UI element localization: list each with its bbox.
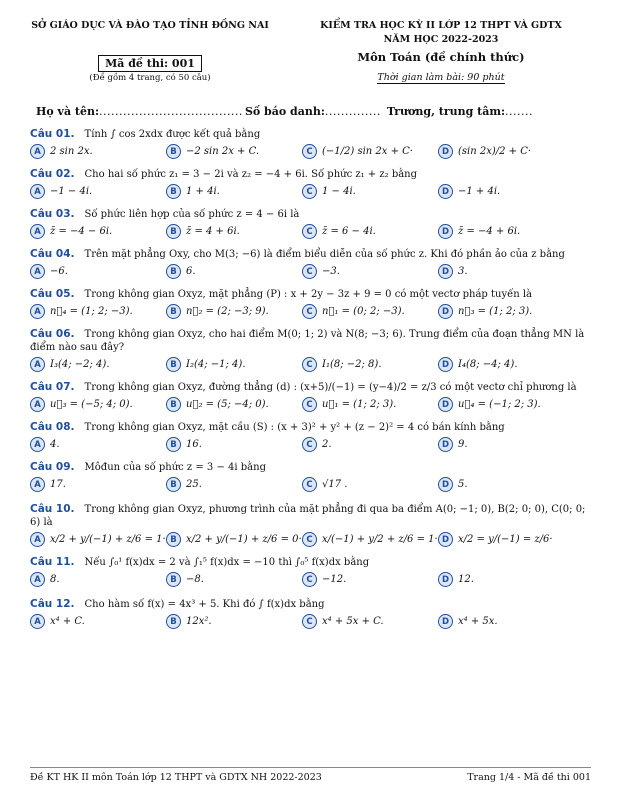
question-stem <box>30 208 591 221</box>
option-text: (sin 2x)/2 + C· <box>458 146 532 157</box>
option-letter-circle: C <box>302 397 317 412</box>
question-5 <box>30 288 591 319</box>
option-text: √17 . <box>322 479 348 490</box>
option-text: −12. <box>322 574 347 585</box>
question-text: Trên mặt phẳng Oxy, cho M(3; −6) là điểm biểu diễn của số phức z. Khi đó phần ảo của z bằng <box>84 249 565 260</box>
option-text: z̄ = −4 + 6i. <box>458 226 521 237</box>
question-stem <box>30 168 591 181</box>
answer-option-c[interactable] <box>302 224 438 239</box>
option-letter-circle: B <box>166 304 181 319</box>
answer-option-b[interactable] <box>166 184 302 199</box>
option-letter-circle: C <box>302 224 317 239</box>
option-text: n⃗₁ = (0; 2; −3). <box>322 306 405 317</box>
option-text: −1 + 4i. <box>458 186 501 197</box>
option-letter-circle: A <box>30 397 45 412</box>
answer-option-d[interactable] <box>438 304 574 319</box>
option-text: 1 + 4i. <box>186 186 220 197</box>
option-letter-circle: D <box>438 144 453 159</box>
answer-options <box>30 532 591 547</box>
question-2 <box>30 168 591 199</box>
answer-option-a[interactable] <box>30 144 166 159</box>
option-text: (−1/2) sin 2x + C· <box>322 146 413 157</box>
option-letter-circle: D <box>438 397 453 412</box>
option-letter-circle: D <box>438 184 453 199</box>
option-text: z̄ = 4 + 6i. <box>186 226 240 237</box>
page-header <box>30 18 591 83</box>
question-text: Số phức liên hợp của số phức z = 4 − 6i là <box>84 209 300 220</box>
option-letter-circle: D <box>438 357 453 372</box>
option-letter-circle: C <box>302 572 317 587</box>
option-text: 12x². <box>186 616 212 627</box>
question-text: Trong không gian Oxyz, cho hai điểm M(0; 1; 2) và N(8; −3; 6). Trung điểm của đoạn thẳng MN là điểm nào sau đây? <box>30 329 585 353</box>
answer-options <box>30 224 591 239</box>
option-letter-circle: A <box>30 614 45 629</box>
option-text: x⁴ + C. <box>50 616 85 627</box>
option-letter-circle: B <box>166 184 181 199</box>
time-limit <box>291 72 591 83</box>
question-stem <box>30 598 591 611</box>
answer-option-c[interactable] <box>302 477 438 492</box>
option-letter-circle: B <box>166 357 181 372</box>
answer-option-c[interactable] <box>302 397 438 412</box>
question-8 <box>30 421 591 452</box>
question-text: Tính ∫ cos 2xdx được kết quả bằng <box>84 129 261 140</box>
time-limit-text: Thời gian làm bài: 90 phút <box>377 72 505 83</box>
option-text: 3. <box>458 266 468 277</box>
answer-option-b[interactable] <box>166 144 302 159</box>
option-letter-circle: C <box>302 304 317 319</box>
answer-option-d[interactable] <box>438 357 574 372</box>
option-text: u⃗₄ = (−1; 2; 3). <box>458 399 541 410</box>
question-number: Câu 04. <box>30 248 75 260</box>
answer-options <box>30 572 591 587</box>
page-footer <box>30 767 591 783</box>
answer-option-b[interactable] <box>166 437 302 452</box>
option-letter-circle: D <box>438 304 453 319</box>
id-label: Số báo danh: <box>244 105 325 118</box>
option-letter-circle: C <box>302 614 317 629</box>
answer-option-c[interactable] <box>302 532 438 547</box>
option-text: −1 − 4i. <box>50 186 93 197</box>
answer-option-c[interactable] <box>302 437 438 452</box>
option-text: 17. <box>50 479 66 490</box>
answer-option-d[interactable] <box>438 477 574 492</box>
answer-option-a[interactable] <box>30 532 166 547</box>
option-letter-circle: B <box>166 224 181 239</box>
question-number: Câu 07. <box>30 381 75 393</box>
question-text: Cho hàm số f(x) = 4x³ + 5. Khi đó ∫ f(x)dx bằng <box>84 599 325 610</box>
question-number: Câu 05. <box>30 288 75 300</box>
header-right <box>291 18 591 83</box>
option-letter-circle: D <box>438 532 453 547</box>
option-text: u⃗₃ = (−5; 4; 0). <box>50 399 133 410</box>
answer-options <box>30 184 591 199</box>
option-letter-circle: A <box>30 477 45 492</box>
option-text: 1 − 4i. <box>322 186 356 197</box>
option-text: z̄ = −4 − 6i. <box>50 226 113 237</box>
option-letter-circle: A <box>30 532 45 547</box>
question-text: Trong không gian Oxyz, đường thẳng (d) : (x+5)/(−1) = (y−4)/2 = z/3 có một vectơ chỉ phương là <box>84 382 577 393</box>
name-blank[interactable]: .................................... <box>99 105 243 118</box>
question-number: Câu 09. <box>30 461 75 473</box>
option-letter-circle: D <box>438 264 453 279</box>
answer-option-a[interactable] <box>30 477 166 492</box>
option-letter-circle: A <box>30 572 45 587</box>
question-stem <box>30 248 591 261</box>
answer-option-c[interactable] <box>302 184 438 199</box>
answer-options <box>30 144 591 159</box>
question-number: Câu 02. <box>30 168 75 180</box>
subject-title: Môn Toán (đề chính thức) <box>357 50 525 64</box>
option-text: I₁(8; −2; 8). <box>322 359 382 370</box>
option-letter-circle: A <box>30 184 45 199</box>
answer-options <box>30 477 591 492</box>
answer-option-d[interactable] <box>438 144 574 159</box>
option-letter-circle: A <box>30 437 45 452</box>
answer-option-d[interactable] <box>438 572 574 587</box>
option-text: x/2 + y/(−1) + z/6 = 1· <box>50 534 166 545</box>
question-9 <box>30 461 591 492</box>
answer-options <box>30 357 591 372</box>
option-text: 12. <box>458 574 474 585</box>
name-label: Họ và tên: <box>36 105 100 118</box>
option-letter-circle: A <box>30 144 45 159</box>
answer-option-c[interactable] <box>302 614 438 629</box>
option-letter-circle: B <box>166 264 181 279</box>
exam-code-note: (Đề gồm 4 trang, có 50 câu) <box>89 73 211 83</box>
answer-option-d[interactable] <box>438 184 574 199</box>
question-number: Câu 12. <box>30 598 75 610</box>
question-number: Câu 08. <box>30 421 75 433</box>
question-number: Câu 11. <box>30 556 75 568</box>
answer-option-d[interactable] <box>438 437 574 452</box>
option-text: x/(−1) + y/2 + z/6 = 1· <box>322 534 438 545</box>
question-stem <box>30 503 591 529</box>
option-text: −3. <box>322 266 340 277</box>
answer-option-b[interactable] <box>166 572 302 587</box>
question-text: Nếu ∫₀¹ f(x)dx = 2 và ∫₁⁵ f(x)dx = −10 thì ∫₀⁵ f(x)dx bằng <box>84 557 370 568</box>
question-stem <box>30 128 591 141</box>
question-text: Trong không gian Oxyz, phương trình của mặt phẳng đi qua ba điểm A(0; −1; 0), B(2; 0; 0), C(0; 0; 6) là <box>30 504 586 528</box>
option-text: z̄ = 6 − 4i. <box>322 226 376 237</box>
question-12 <box>30 598 591 629</box>
answer-option-b[interactable] <box>166 477 302 492</box>
answer-option-b[interactable] <box>166 397 302 412</box>
option-text: x/2 = y/(−1) = z/6· <box>458 534 553 545</box>
option-text: x⁴ + 5x + C. <box>322 616 384 627</box>
option-letter-circle: C <box>302 477 317 492</box>
answer-option-a[interactable] <box>30 572 166 587</box>
answer-option-c[interactable] <box>302 264 438 279</box>
option-text: −2 sin 2x + C. <box>186 146 260 157</box>
answer-option-d[interactable] <box>438 614 574 629</box>
option-letter-circle: D <box>438 224 453 239</box>
answer-option-b[interactable] <box>166 224 302 239</box>
option-text: I₃(4; −2; 4). <box>50 359 110 370</box>
option-letter-circle: C <box>302 264 317 279</box>
option-letter-circle: B <box>166 532 181 547</box>
option-letter-circle: C <box>302 532 317 547</box>
answer-option-d[interactable] <box>438 264 574 279</box>
answer-option-b[interactable] <box>166 532 302 547</box>
answer-option-a[interactable] <box>30 437 166 452</box>
answer-option-d[interactable] <box>438 397 574 412</box>
answer-option-a[interactable] <box>30 304 166 319</box>
answer-option-c[interactable] <box>302 144 438 159</box>
answer-option-a[interactable] <box>30 184 166 199</box>
question-7 <box>30 381 591 412</box>
question-number: Câu 01. <box>30 128 75 140</box>
option-letter-circle: A <box>30 304 45 319</box>
option-text: −8. <box>186 574 204 585</box>
option-text: 6. <box>186 266 196 277</box>
option-letter-circle: C <box>302 437 317 452</box>
option-text: x⁴ + 5x. <box>458 616 498 627</box>
answer-options <box>30 397 591 412</box>
option-text: 2. <box>322 439 332 450</box>
exam-title-line2: NĂM HỌC 2022-2023 <box>383 34 499 45</box>
question-text: Trong không gian Oxyz, mặt cầu (S) : (x + 3)² + y² + (z − 2)² = 4 có bán kính bằng <box>84 422 505 433</box>
question-stem <box>30 288 591 301</box>
student-info-line <box>36 105 591 118</box>
option-letter-circle: C <box>302 357 317 372</box>
question-list <box>30 128 591 629</box>
answer-option-d[interactable] <box>438 224 574 239</box>
answer-option-d[interactable] <box>438 532 574 547</box>
answer-options <box>30 614 591 629</box>
header-left <box>30 18 270 83</box>
option-text: n⃗₄ = (1; 2; −3). <box>50 306 133 317</box>
option-letter-circle: B <box>166 397 181 412</box>
option-text: 25. <box>186 479 202 490</box>
exam-code-box: Mã đề thi: 001 <box>98 55 202 72</box>
option-letter-circle: A <box>30 357 45 372</box>
question-3 <box>30 208 591 239</box>
school-blank[interactable]: ....... <box>505 105 534 118</box>
option-text: 16. <box>186 439 202 450</box>
answer-options <box>30 264 591 279</box>
school-label: Trương, trung tâm: <box>386 105 506 118</box>
question-stem <box>30 381 591 394</box>
option-letter-circle: C <box>302 184 317 199</box>
option-text: 5. <box>458 479 468 490</box>
option-text: 2 sin 2x. <box>50 146 93 157</box>
question-10 <box>30 503 591 547</box>
answer-option-c[interactable] <box>302 357 438 372</box>
question-number: Câu 06. <box>30 328 75 340</box>
question-text: Cho hai số phức z₁ = 3 − 2i và z₂ = −4 + 6i. Số phức z₁ + z₂ bằng <box>84 169 418 180</box>
answer-option-c[interactable] <box>302 572 438 587</box>
footer-exam-info: Đề KT HK II môn Toán lớp 12 THPT và GDTX NH 2022-2023 <box>30 772 322 783</box>
department-name: SỞ GIÁO DỤC VÀ ĐÀO TẠO TỈNH ĐỒNG NAI <box>31 20 269 31</box>
option-text: n⃗₂ = (2; −3; 9). <box>186 306 269 317</box>
answer-options <box>30 304 591 319</box>
option-letter-circle: B <box>166 144 181 159</box>
option-letter-circle: D <box>438 614 453 629</box>
question-stem <box>30 328 591 354</box>
option-text: u⃗₂ = (5; −4; 0). <box>186 399 269 410</box>
option-letter-circle: A <box>30 224 45 239</box>
question-number: Câu 10. <box>30 503 75 515</box>
answer-options <box>30 437 591 452</box>
option-text: 8. <box>50 574 60 585</box>
answer-option-b[interactable] <box>166 264 302 279</box>
question-text: Môđun của số phức z = 3 − 4i bằng <box>84 462 266 473</box>
option-letter-circle: D <box>438 572 453 587</box>
answer-option-a[interactable] <box>30 264 166 279</box>
option-text: u⃗₁ = (1; 2; 3). <box>322 399 397 410</box>
exam-title-line1: KIỂM TRA HỌC KỲ II LỚP 12 THPT VÀ GDTX <box>320 20 562 31</box>
option-letter-circle: C <box>302 144 317 159</box>
answer-option-a[interactable] <box>30 357 166 372</box>
option-letter-circle: B <box>166 477 181 492</box>
question-4 <box>30 248 591 279</box>
option-text: I₄(8; −4; 4). <box>458 359 518 370</box>
answer-option-a[interactable] <box>30 614 166 629</box>
option-letter-circle: A <box>30 264 45 279</box>
option-text: 9. <box>458 439 468 450</box>
footer-page-number: Trang 1/4 - Mã đề thi 001 <box>467 772 591 783</box>
question-number: Câu 03. <box>30 208 75 220</box>
question-stem <box>30 556 591 569</box>
question-stem <box>30 461 591 474</box>
option-letter-circle: D <box>438 477 453 492</box>
option-text: −6. <box>50 266 68 277</box>
option-text: I₂(4; −1; 4). <box>186 359 246 370</box>
question-6 <box>30 328 591 372</box>
answer-option-b[interactable] <box>166 614 302 629</box>
answer-option-a[interactable] <box>30 397 166 412</box>
answer-option-b[interactable] <box>166 357 302 372</box>
option-letter-circle: D <box>438 437 453 452</box>
answer-option-b[interactable] <box>166 304 302 319</box>
option-letter-circle: B <box>166 614 181 629</box>
question-1 <box>30 128 591 159</box>
option-text: 4. <box>50 439 60 450</box>
question-11 <box>30 556 591 587</box>
option-text: x/2 + y/(−1) + z/6 = 0· <box>186 534 302 545</box>
option-letter-circle: B <box>166 572 181 587</box>
question-text: Trong không gian Oxyz, mặt phẳng (P) : x + 2y − 3z + 9 = 0 có một vectơ pháp tuyến là <box>84 289 533 300</box>
question-stem <box>30 421 591 434</box>
answer-option-c[interactable] <box>302 304 438 319</box>
answer-option-a[interactable] <box>30 224 166 239</box>
option-text: n⃗₃ = (1; 2; 3). <box>458 306 533 317</box>
id-blank[interactable]: .............. <box>324 105 381 118</box>
option-letter-circle: B <box>166 437 181 452</box>
